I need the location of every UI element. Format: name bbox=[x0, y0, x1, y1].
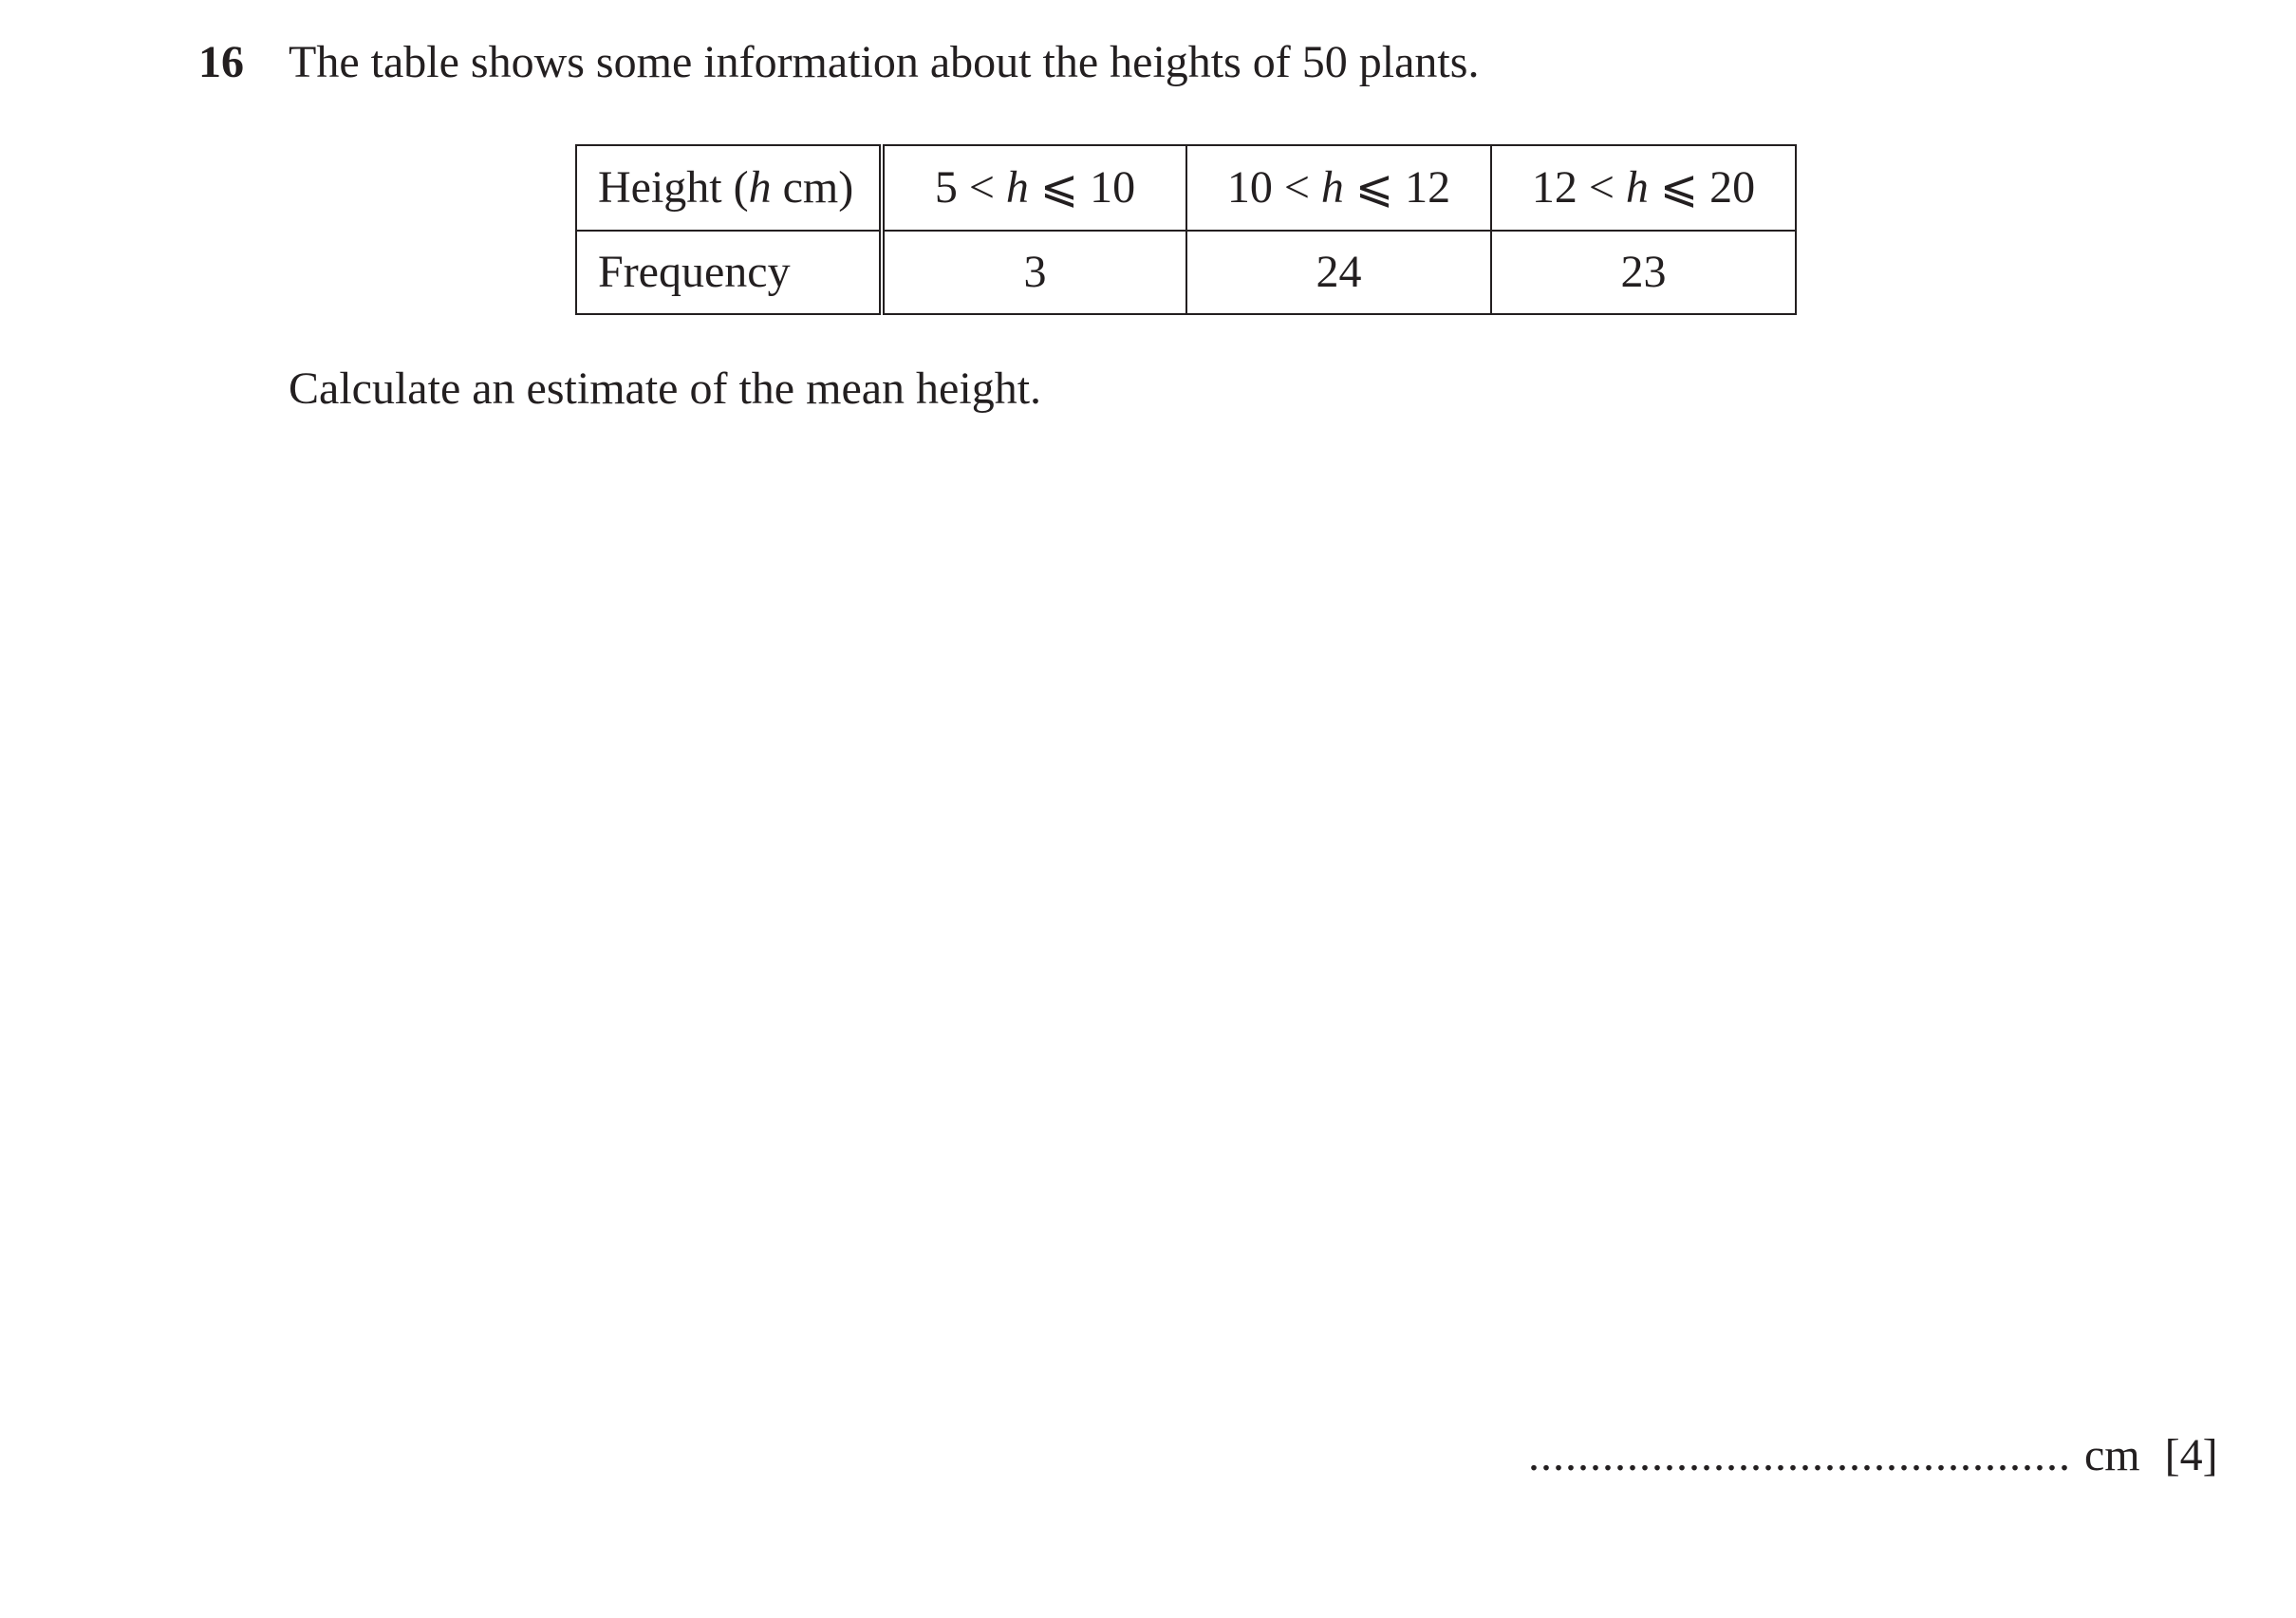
class-interval-cell: 10 < h ⩽ 12 bbox=[1186, 145, 1491, 231]
frequency-table bbox=[575, 144, 1797, 315]
question-text: The table shows some information about the heights of 50 plants. bbox=[289, 37, 1480, 87]
answer-line bbox=[1528, 1427, 2218, 1484]
table-row-height bbox=[576, 145, 1796, 231]
height-label-suffix: cm) bbox=[771, 162, 854, 213]
answer-dotted-line[interactable]: ............................................ bbox=[1528, 1430, 2071, 1480]
frequency-cell: 3 bbox=[882, 231, 1186, 314]
frequency-cell: 24 bbox=[1186, 231, 1491, 314]
class-interval-cell: 12 < h ⩽ 20 bbox=[1491, 145, 1796, 231]
frequency-header-cell: Frequency bbox=[576, 231, 882, 314]
height-header-cell bbox=[576, 145, 882, 231]
height-variable: h bbox=[748, 162, 772, 213]
class-interval-cell: 5 < h ⩽ 10 bbox=[882, 145, 1186, 231]
table-row-frequency bbox=[576, 231, 1796, 314]
marks-label: [4] bbox=[2164, 1430, 2218, 1480]
frequency-cell: 23 bbox=[1491, 231, 1796, 314]
question-instruction: Calculate an estimate of the mean height. bbox=[289, 363, 1042, 414]
question-number: 16 bbox=[198, 37, 244, 87]
height-label-prefix: Height ( bbox=[598, 162, 749, 213]
answer-unit: cm bbox=[2084, 1430, 2140, 1480]
